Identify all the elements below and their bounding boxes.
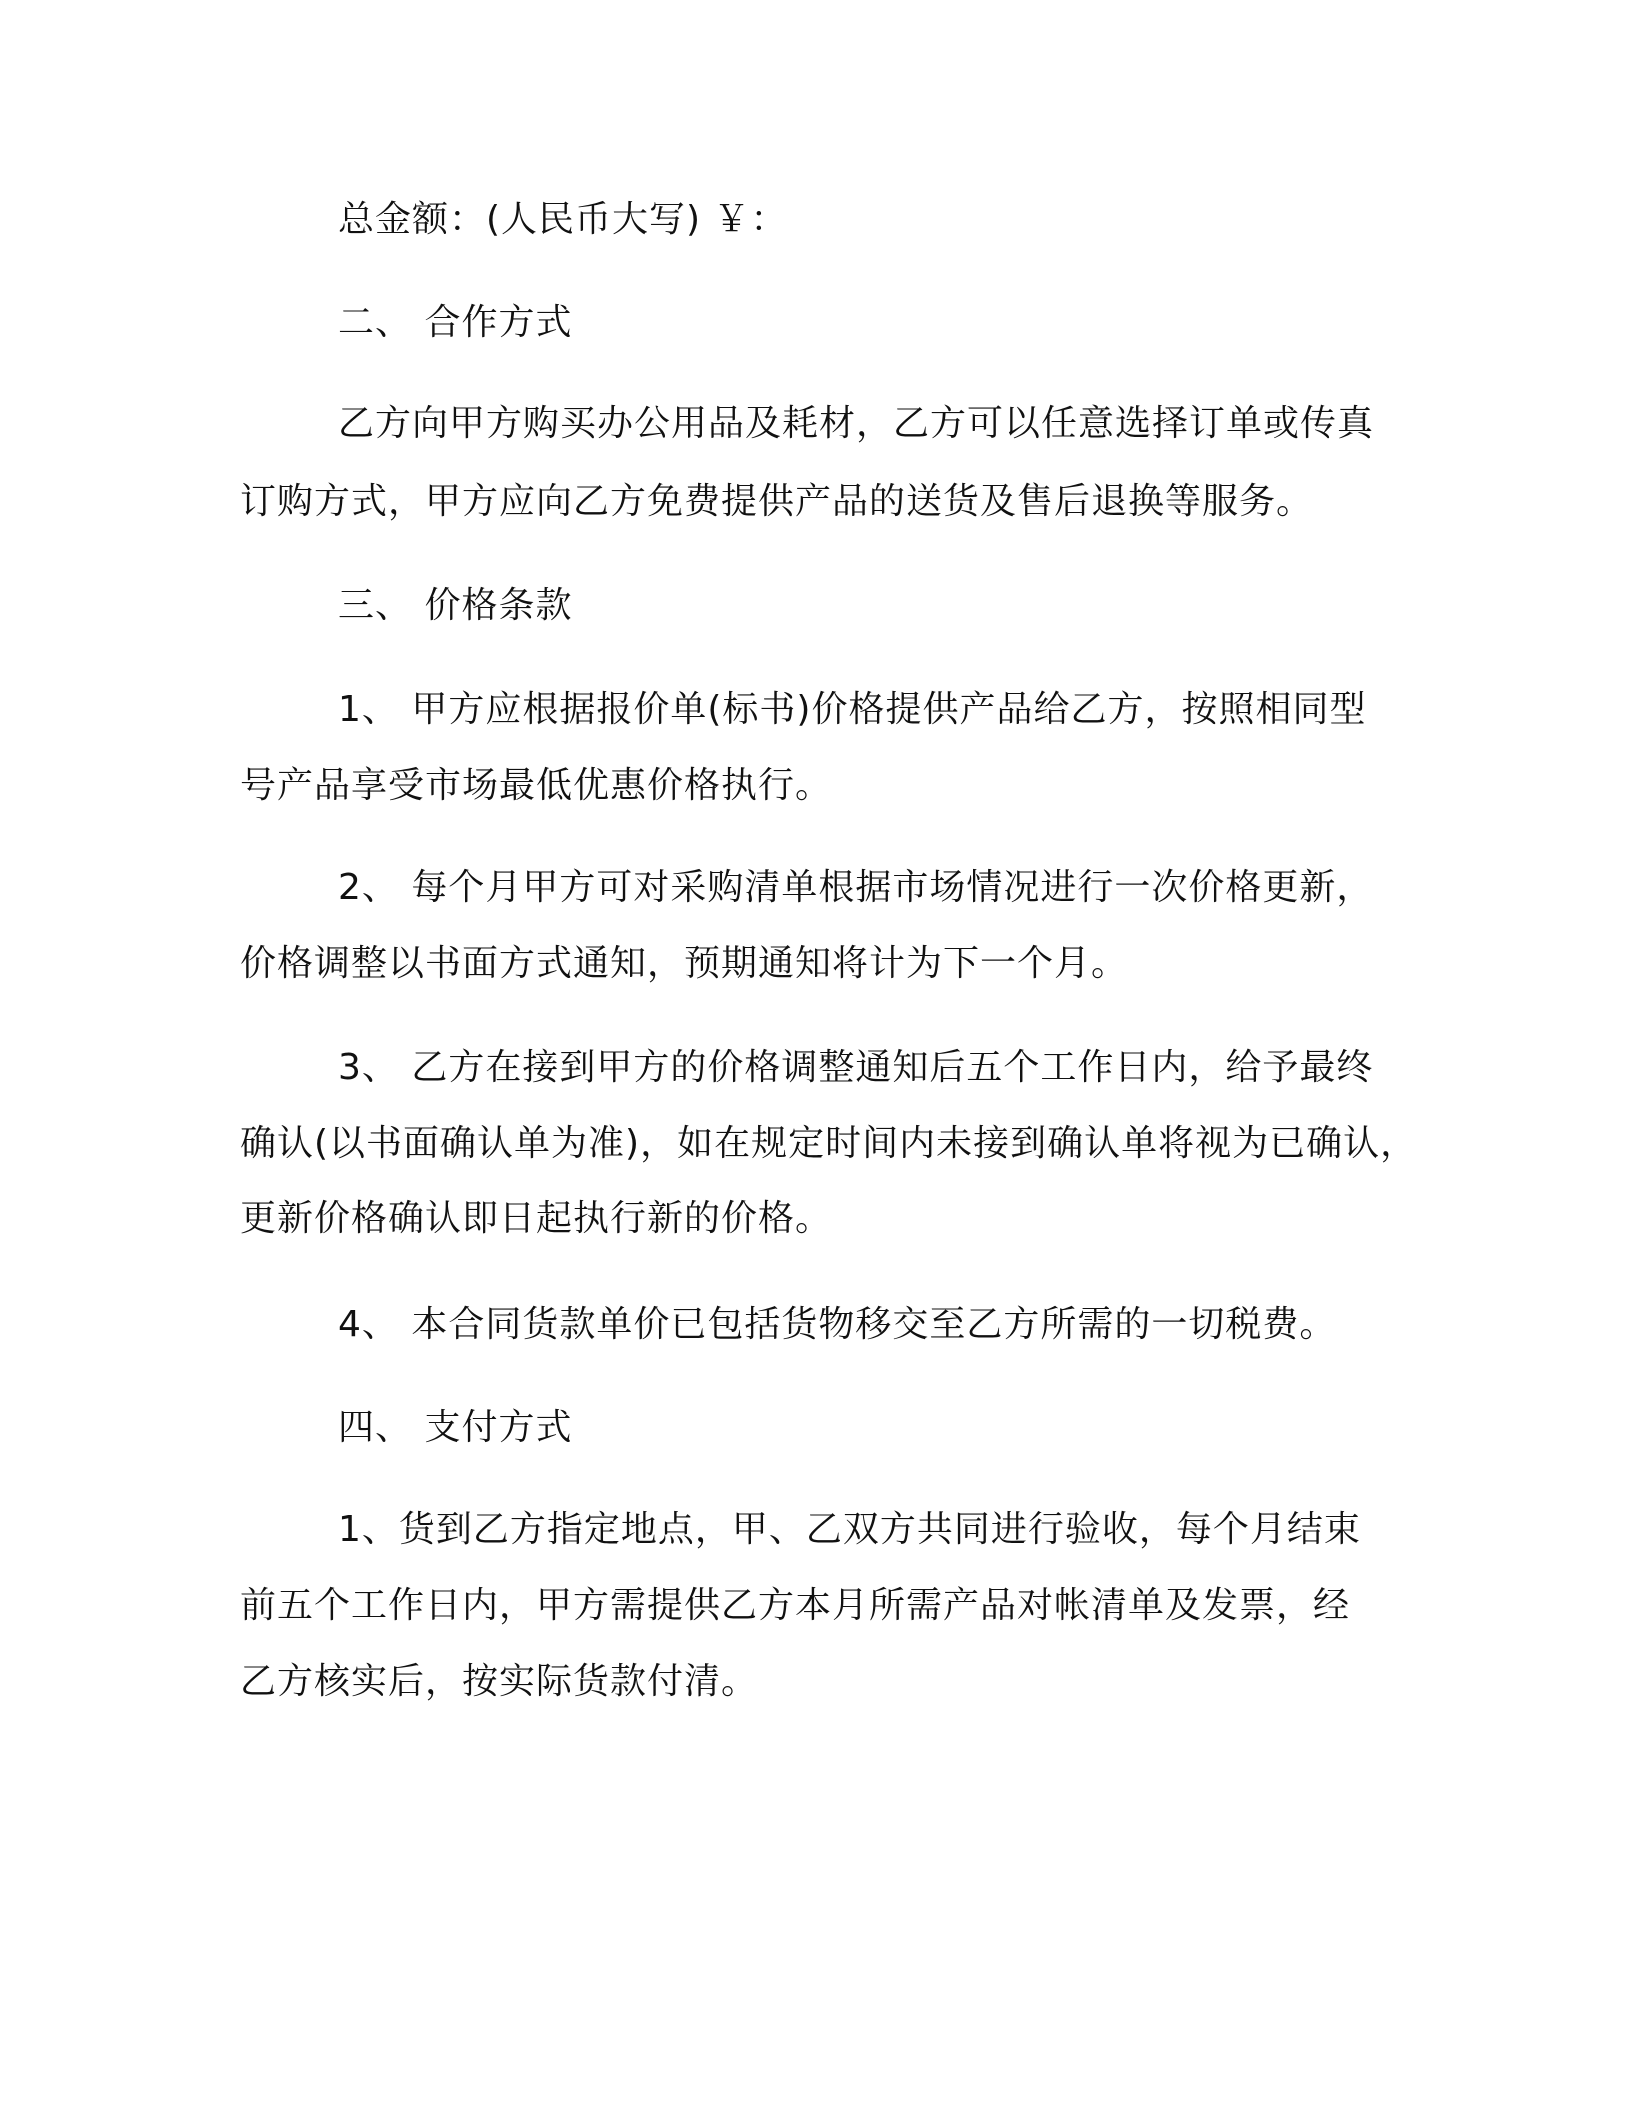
price-item-3-line-1: 3、 乙方在接到甲方的价格调整通知后五个工作日内，给予最终 <box>338 1047 1374 1088</box>
section-heading-price-terms: 三、 价格条款 <box>338 585 573 626</box>
cooperation-paragraph-line-2: 订购方式，甲方应向乙方免费提供产品的送货及售后退换等服务。 <box>240 481 1314 522</box>
price-item-3-line-3: 更新价格确认即日起执行新的价格。 <box>240 1198 833 1239</box>
section-heading-payment: 四、 支付方式 <box>338 1407 573 1448</box>
cooperation-paragraph-line-1: 乙方向甲方购买办公用品及耗材，乙方可以任意选择订单或传真 <box>338 403 1375 444</box>
section-heading-cooperation: 二、 合作方式 <box>338 302 573 343</box>
payment-item-1-line-1: 1、货到乙方指定地点，甲、乙双方共同进行验收，每个月结束 <box>338 1509 1361 1550</box>
price-item-1-line-2: 号产品享受市场最低优惠价格执行。 <box>240 765 833 806</box>
price-item-2-line-1: 2、 每个月甲方可对采购清单根据市场情况进行一次价格更新， <box>338 867 1374 908</box>
total-amount-line: 总金额：(人民币大写) ￥： <box>338 199 788 240</box>
price-item-3-line-2: 确认(以书面确认单为准)，如在规定时间内未接到确认单将视为已确认， <box>240 1123 1418 1164</box>
payment-item-1-line-2: 前五个工作日内，甲方需提供乙方本月所需产品对帐清单及发票，经 <box>240 1585 1351 1626</box>
payment-item-1-line-3: 乙方核实后，按实际货款付清。 <box>240 1661 759 1702</box>
price-item-4-line-1: 4、 本合同货款单价已包括货物移交至乙方所需的一切税费。 <box>338 1304 1337 1345</box>
price-item-1-line-1: 1、 甲方应根据报价单(标书)价格提供产品给乙方，按照相同型 <box>338 689 1367 730</box>
price-item-2-line-2: 价格调整以书面方式通知，预期通知将计为下一个月。 <box>240 943 1129 984</box>
